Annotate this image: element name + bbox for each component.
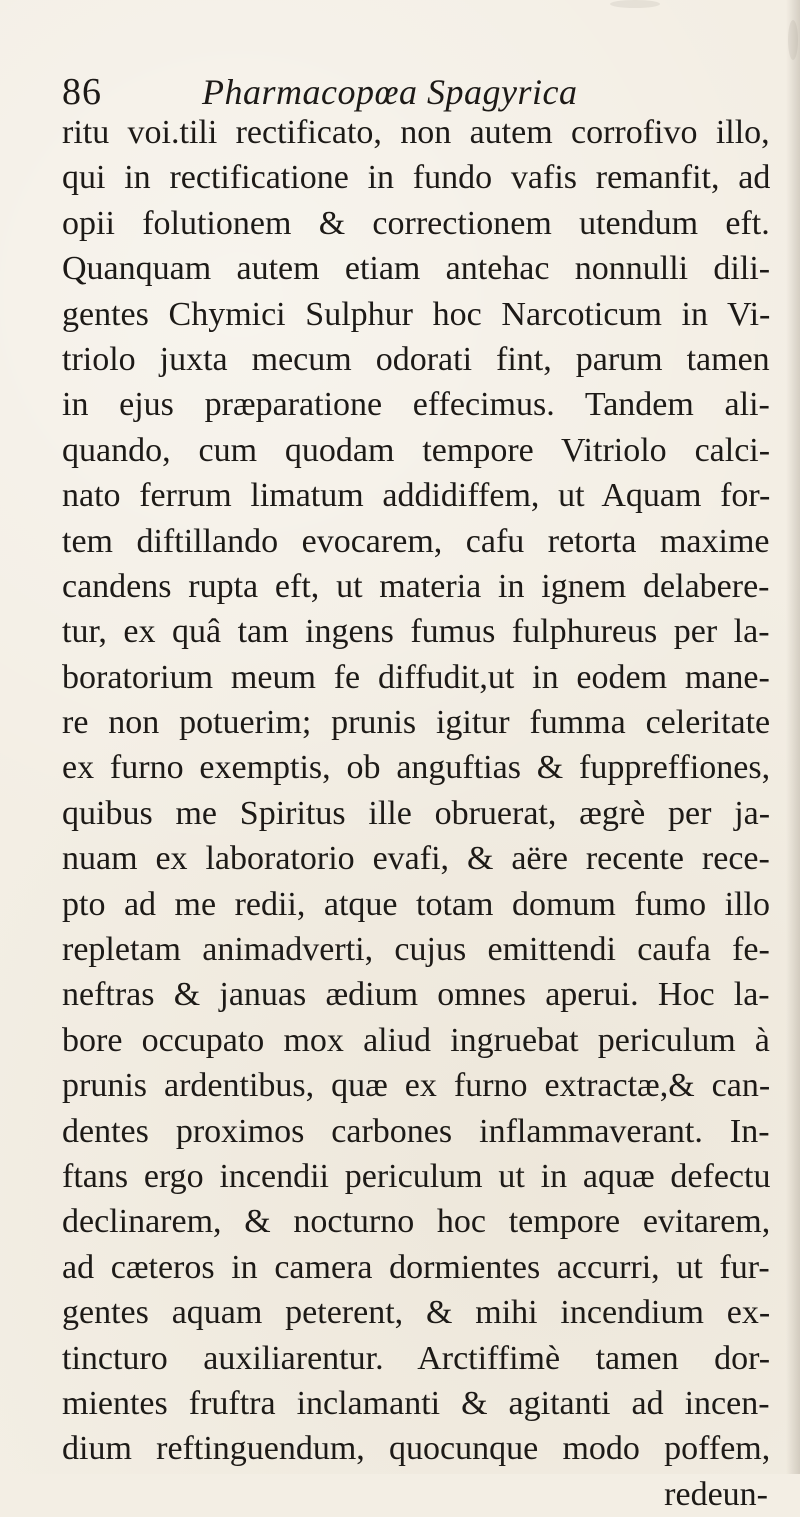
- text-line: quibus me Spiritus ille obruerat, ægrè per ja-: [62, 794, 770, 832]
- text-line: dentes proximos carbones inflammaverant. In-: [62, 1112, 770, 1150]
- text-line: triolo juxta mecum odorati fint, parum tamen: [62, 340, 770, 378]
- text-line: gentes Chymici Sulphur hoc Narcoticum in Vi-: [62, 295, 770, 333]
- text-line: nuam ex laboratorio evafi, & aëre recente rece-: [62, 840, 770, 878]
- text-line: in ejus præparatione effecimus. Tandem ali-: [62, 386, 770, 424]
- body-text: [62, 110, 770, 1517]
- text-line: ex furno exemptis, ob anguftias & fuppreffiones,: [62, 749, 770, 787]
- running-title: Pharmacopœa Spagyrica: [202, 72, 578, 112]
- text-line: prunis ardentibus, quæ ex furno extractæ,& can-: [62, 1067, 770, 1105]
- page-edge-shadow: [786, 0, 800, 1474]
- text-line: qui in rectificatione in fundo vafis remanfit, ad: [62, 159, 770, 197]
- text-line: opii folutionem & correctionem utendum eft.: [62, 204, 770, 242]
- text-line: tem diftillando evocarem, cafu retorta maxime: [62, 522, 770, 560]
- text-line: candens rupta eft, ut materia in ignem delabere-: [62, 567, 770, 605]
- text-line: boratorium meum fe diffudit,ut in eodem mane-: [62, 658, 770, 696]
- text-line: dium reftinguendum, quocunque modo poffem,: [62, 1430, 770, 1468]
- text-line: neftras & januas ædium omnes aperui. Hoc la-: [62, 976, 770, 1014]
- text-line: pto ad me redii, atque totam domum fumo illo: [62, 885, 770, 923]
- text-line: repletam animadverti, cujus emittendi caufa fe-: [62, 931, 770, 969]
- text-line: declinarem, & nocturno hoc tempore evitarem,: [62, 1203, 770, 1241]
- text-line: mientes fruftra inclamanti & agitanti ad incen-: [62, 1384, 770, 1422]
- text-line: ftans ergo incendii periculum ut in aquæ defectu: [62, 1157, 770, 1195]
- page-number: 86: [62, 71, 102, 113]
- text-line: gentes aquam peterent, & mihi incendium ex-: [62, 1294, 770, 1332]
- catchword: redeun-: [664, 1475, 768, 1513]
- text-line: Quanquam autem etiam antehac nonnulli dili-: [62, 250, 770, 288]
- text-line: bore occupato mox aliud ingruebat periculum à: [62, 1021, 770, 1059]
- text-line: nato ferrum limatum addidiffem, ut Aquam for-: [62, 477, 770, 515]
- text-line: ritu voi.tili rectificato, non autem corrofivo illo,: [62, 114, 770, 151]
- text-line: tincturo auxiliarentur. Arctiffimè tamen dor-: [62, 1339, 770, 1377]
- text-line: quando, cum quodam tempore Vitriolo calci-: [62, 431, 770, 469]
- text-line: re non potuerim; prunis igitur fumma celeritate: [62, 704, 770, 742]
- paper-smudge: [610, 0, 660, 8]
- page-header: [62, 70, 660, 114]
- text-line: ad cæteros in camera dormientes accurri, ut fur-: [62, 1248, 770, 1286]
- text-line: tur, ex quâ tam ingens fumus fulphureus per la-: [62, 613, 770, 651]
